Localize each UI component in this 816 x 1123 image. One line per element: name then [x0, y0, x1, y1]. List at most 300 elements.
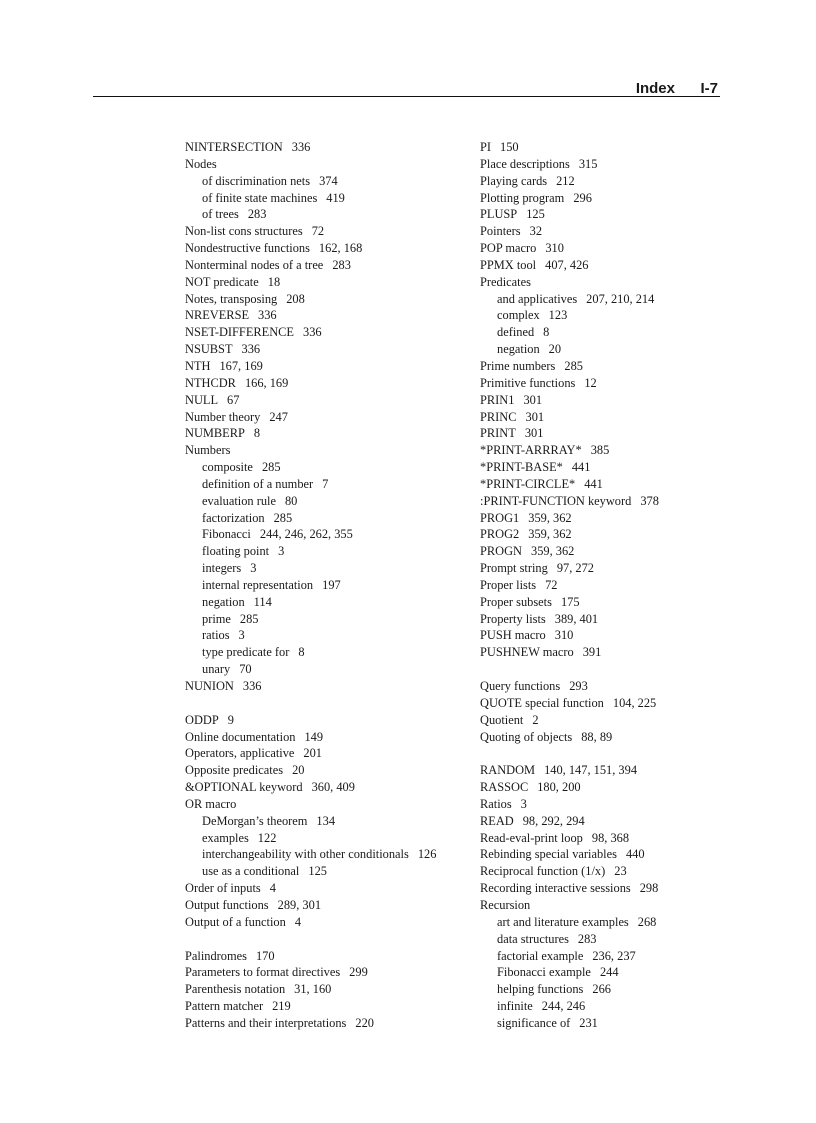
index-entry	[185, 139, 436, 156]
index-term: NSUBST	[185, 342, 233, 357]
index-entry	[185, 678, 436, 695]
index-page-refs: 149	[304, 729, 324, 744]
index-page-refs: 285	[261, 460, 281, 475]
index-term: Plotting program	[480, 190, 565, 205]
index-page-refs: 23	[614, 864, 627, 879]
index-term: Property lists	[480, 611, 546, 626]
index-page-refs: 378	[640, 493, 659, 508]
index-page-refs: 301	[525, 409, 545, 424]
index-entry	[480, 392, 659, 409]
index-term: *PRINT-ARRRAY*	[480, 443, 582, 458]
index-term: QUOTE special function	[480, 695, 604, 710]
index-page-refs: 70	[239, 662, 252, 677]
index-page-refs: 20	[292, 763, 305, 778]
index-entry	[185, 1015, 436, 1032]
index-entry	[185, 914, 436, 931]
index-term: infinite	[497, 999, 533, 1014]
index-subentry	[185, 594, 436, 611]
index-subentry	[185, 813, 436, 830]
index-term: Fibonacci	[202, 527, 251, 542]
index-page-refs: 283	[247, 207, 267, 222]
index-entry	[480, 813, 659, 830]
index-entry	[185, 729, 436, 746]
index-page-refs: 9	[227, 712, 234, 727]
index-term: RASSOC	[480, 780, 529, 795]
index-page-refs: 123	[548, 308, 568, 323]
index-entry	[185, 324, 436, 341]
index-spacer	[480, 745, 659, 762]
index-term: Order of inputs	[185, 881, 261, 896]
index-subentry	[480, 998, 659, 1015]
index-term: composite	[202, 460, 253, 475]
index-page-refs: 166, 169	[244, 375, 289, 390]
index-entry	[480, 880, 659, 897]
index-entry	[480, 190, 659, 207]
index-term: of trees	[202, 207, 239, 222]
running-header	[93, 78, 720, 98]
index-page-refs: 104, 225	[612, 695, 657, 710]
index-page-refs: 244, 246, 262, 355	[259, 527, 353, 542]
index-term: Operators, applicative	[185, 746, 295, 761]
index-term: NULL	[185, 392, 219, 407]
index-page-refs: 359, 362	[531, 544, 575, 559]
index-term: :PRINT-FUNCTION keyword	[480, 493, 632, 508]
index-term: Patterns and their interpretations	[185, 1015, 347, 1030]
index-subentry	[480, 1015, 659, 1032]
index-entry	[480, 493, 659, 510]
index-entry	[185, 240, 436, 257]
index-page-refs: 98, 292, 294	[522, 813, 585, 828]
index-entry	[480, 409, 659, 426]
index-entry	[185, 779, 436, 796]
index-term: Nondestructive functions	[185, 241, 310, 256]
index-term: of discrimination nets	[202, 173, 311, 188]
index-term: factorial example	[497, 948, 584, 963]
index-page-refs: 236, 237	[592, 948, 636, 963]
index-entry	[480, 594, 659, 611]
index-entry	[480, 695, 659, 712]
index-term: ratios	[202, 628, 230, 643]
index-page-refs: 389, 401	[554, 611, 599, 626]
index-term: Rebinding special variables	[480, 847, 617, 862]
index-page-refs: 266	[592, 982, 611, 997]
index-page-refs: 283	[577, 931, 597, 946]
index-term: internal representation	[202, 577, 314, 592]
index-page-refs: 440	[625, 847, 645, 862]
page-number: I-7	[700, 80, 718, 97]
index-page-refs: 441	[571, 460, 591, 475]
index-entry	[185, 392, 436, 409]
index-term: NINTERSECTION	[185, 140, 283, 154]
index-page-refs: 293	[569, 679, 588, 693]
index-page-refs: 8	[543, 325, 550, 340]
index-subentry	[185, 476, 436, 493]
index-entry	[185, 964, 436, 981]
index-entry	[185, 375, 436, 392]
index-term: helping functions	[497, 982, 584, 997]
index-page-refs: 391	[582, 645, 602, 660]
index-subentry	[185, 611, 436, 628]
index-page-refs: 140, 147, 151, 394	[544, 763, 638, 778]
index-entry	[480, 577, 659, 594]
index-page-refs: 441	[584, 476, 603, 491]
index-entry	[185, 948, 436, 965]
index-page-refs: 3	[278, 544, 285, 559]
index-term: Nonterminal nodes of a tree	[185, 257, 324, 272]
index-entry	[185, 425, 436, 442]
index-page-refs: 7	[322, 476, 329, 491]
index-term: prime	[202, 611, 231, 626]
index-page-refs: 301	[524, 426, 544, 441]
index-term: Output functions	[185, 897, 269, 912]
index-entry	[480, 762, 659, 779]
index-term: defined	[497, 325, 535, 340]
index-entry	[480, 627, 659, 644]
index-page-refs: 150	[500, 140, 519, 154]
index-term: PRIN1	[480, 392, 515, 407]
index-subentry	[480, 948, 659, 965]
index-term: Query functions	[480, 679, 561, 693]
index-subentry	[480, 931, 659, 948]
index-term: *PRINT-CIRCLE*	[480, 476, 576, 491]
index-term: Parenthesis notation	[185, 982, 286, 997]
index-page-refs: 299	[349, 965, 368, 980]
index-term: READ	[480, 813, 514, 828]
index-entry	[480, 678, 659, 695]
index-term: PPMX tool	[480, 257, 537, 272]
index-term: NUNION	[185, 679, 234, 693]
index-page-refs: 285	[564, 358, 583, 373]
index-term: Nodes	[185, 156, 217, 171]
index-subentry	[185, 526, 436, 543]
index-term: PI	[480, 140, 492, 154]
index-entry	[480, 240, 659, 257]
index-subentry	[185, 173, 436, 190]
index-term: Notes, transposing	[185, 291, 278, 306]
index-term: Prompt string	[480, 561, 548, 576]
index-entry	[185, 156, 436, 173]
index-page-refs: 197	[322, 577, 341, 592]
index-term: Output of a function	[185, 914, 286, 929]
index-term: &OPTIONAL keyword	[185, 780, 303, 795]
index-page-refs: 360, 409	[311, 780, 355, 795]
index-term: NOT predicate	[185, 274, 259, 289]
index-term: integers	[202, 561, 242, 576]
index-term: PUSHNEW macro	[480, 645, 574, 660]
index-entry	[480, 796, 659, 813]
index-term: Primitive functions	[480, 375, 576, 390]
index-page-refs: 162, 168	[318, 241, 363, 256]
index-page-refs: 336	[258, 308, 277, 323]
index-term: floating point	[202, 544, 270, 559]
index-term: PUSH macro	[480, 628, 546, 643]
index-term: OR macro	[185, 796, 237, 811]
index-column-left	[185, 139, 436, 1032]
index-term: Recording interactive sessions	[480, 881, 631, 896]
index-entry	[185, 257, 436, 274]
index-page-refs: 219	[272, 999, 291, 1014]
index-page-refs: 114	[253, 594, 272, 609]
index-term: DeMorgan’s theorem	[202, 813, 308, 828]
index-term: PROGN	[480, 544, 522, 559]
index-entry	[480, 510, 659, 527]
index-page-refs: 4	[294, 914, 302, 929]
index-entry	[185, 762, 436, 779]
index-subentry	[185, 830, 436, 847]
index-page-refs: 247	[269, 409, 288, 424]
index-term: definition of a number	[202, 476, 314, 491]
index-entry	[480, 442, 659, 459]
index-term: ODDP	[185, 712, 219, 727]
index-term: Playing cards	[480, 173, 548, 188]
index-subentry	[480, 981, 659, 998]
index-term: PROG2	[480, 527, 520, 542]
index-entry	[480, 173, 659, 190]
index-subentry	[185, 459, 436, 476]
index-subentry	[185, 627, 436, 644]
index-spacer	[185, 931, 436, 948]
index-page-refs: 167, 169	[219, 358, 263, 373]
index-page-refs: 407, 426	[545, 257, 589, 272]
index-entry	[185, 291, 436, 308]
index-page-refs: 285	[239, 611, 259, 626]
index-term: factorization	[202, 510, 265, 525]
index-term: Pattern matcher	[185, 999, 264, 1014]
index-entry	[185, 712, 436, 729]
index-page-refs: 67	[227, 392, 240, 407]
index-term: evaluation rule	[202, 493, 276, 508]
index-entry	[480, 830, 659, 847]
index-page-refs: 126	[417, 847, 437, 862]
index-term: Quoting of objects	[480, 729, 573, 744]
index-entry	[185, 358, 436, 375]
index-entry	[185, 796, 436, 813]
header-rule	[93, 96, 720, 97]
index-entry	[480, 223, 659, 240]
index-term: Prime numbers	[480, 358, 556, 373]
index-page-refs: 301	[523, 392, 543, 407]
index-page-refs: 220	[355, 1015, 374, 1030]
index-term: Proper lists	[480, 577, 537, 592]
index-term: Parameters to format directives	[185, 965, 341, 980]
index-subentry	[480, 964, 659, 981]
index-term: and applicatives	[497, 291, 578, 306]
index-page-refs: 374	[319, 173, 338, 188]
index-entry	[185, 442, 436, 459]
index-term: Opposite predicates	[185, 763, 284, 778]
index-entry	[480, 846, 659, 863]
index-page-refs: 88, 89	[581, 729, 613, 744]
index-page-refs: 315	[578, 156, 598, 171]
index-subentry	[185, 863, 436, 880]
index-page-refs: 12	[584, 375, 597, 390]
index-page-refs: 3	[238, 628, 245, 643]
index-term: examples	[202, 830, 249, 845]
index-page-refs: 3	[520, 796, 527, 811]
index-page-refs: 359, 362	[528, 510, 572, 525]
index-entry	[480, 543, 659, 560]
index-subentry	[185, 644, 436, 661]
index-term: significance of	[497, 1015, 571, 1030]
index-entry	[480, 139, 659, 156]
index-subentry	[185, 577, 436, 594]
index-page-refs: 336	[242, 679, 262, 693]
index-term: Non-list cons structures	[185, 224, 303, 239]
index-term: NUMBERP	[185, 426, 245, 441]
index-page-refs: 231	[579, 1015, 598, 1030]
index-page-refs: 244, 246	[541, 999, 586, 1014]
index-page-refs: 8	[298, 645, 305, 660]
index-term: Fibonacci example	[497, 965, 591, 980]
index-entry	[480, 206, 659, 223]
index-entry	[185, 409, 436, 426]
index-term: Place descriptions	[480, 156, 570, 171]
index-page-refs: 310	[554, 628, 574, 643]
index-page-refs: 285	[273, 510, 293, 525]
index-page-refs: 419	[326, 190, 345, 205]
index-spacer	[185, 695, 436, 712]
index-term: NTHCDR	[185, 375, 236, 390]
index-subentry	[480, 341, 659, 358]
index-page-refs: 212	[556, 173, 575, 188]
index-entry	[185, 274, 436, 291]
index-page-refs: 18	[267, 274, 281, 289]
index-page-refs: 170	[255, 948, 275, 963]
index-page-refs: 298	[639, 881, 659, 896]
index-page-refs: 97, 272	[556, 561, 594, 576]
index-page-refs: 359, 362	[528, 527, 572, 542]
index-page-refs: 283	[332, 257, 351, 272]
index-entry	[480, 779, 659, 796]
index-page-refs: 201	[303, 746, 322, 761]
index-page-refs: 244	[599, 965, 619, 980]
index-term: Reciprocal function (1/x)	[480, 864, 606, 879]
index-page-refs: 125	[308, 864, 327, 879]
section-title: Index	[635, 80, 675, 97]
index-entry	[480, 156, 659, 173]
index-entry	[480, 375, 659, 392]
index-subentry	[480, 307, 659, 324]
index-term: PLUSP	[480, 207, 518, 222]
index-entry	[480, 863, 659, 880]
index-entry	[185, 307, 436, 324]
index-entry	[480, 729, 659, 746]
index-term: *PRINT-BASE*	[480, 460, 563, 475]
index-term: of finite state machines	[202, 190, 318, 205]
index-term: Read-eval-print loop	[480, 830, 583, 845]
index-entry	[185, 341, 436, 358]
index-page-refs: 134	[316, 813, 336, 828]
index-entry	[185, 897, 436, 914]
index-page-refs: 336	[241, 342, 261, 357]
index-term: NREVERSE	[185, 308, 250, 323]
index-page-refs: 80	[284, 493, 298, 508]
index-subentry	[480, 914, 659, 931]
index-page-refs: 3	[250, 561, 257, 576]
index-term: Number theory	[185, 409, 261, 424]
index-term: Numbers	[185, 443, 231, 458]
index-page-refs: 310	[545, 241, 564, 256]
index-page-refs: 8	[253, 426, 261, 441]
index-entry	[480, 644, 659, 661]
index-entry	[185, 998, 436, 1015]
index-page-refs: 125	[526, 207, 545, 222]
index-term: NSET-DIFFERENCE	[185, 325, 295, 340]
index-entry	[185, 745, 436, 762]
index-page-refs: 31, 160	[294, 982, 332, 997]
index-term: PRINT	[480, 426, 516, 441]
index-page-refs: 207, 210, 214	[586, 291, 655, 306]
index-entry	[185, 223, 436, 240]
index-term: art and literature examples	[497, 914, 629, 929]
index-page-refs: 98, 368	[591, 830, 630, 845]
index-subentry	[480, 291, 659, 308]
index-page-refs: 20	[548, 342, 562, 357]
index-subentry	[185, 846, 436, 863]
index-subentry	[185, 560, 436, 577]
index-subentry	[480, 324, 659, 341]
index-entry	[480, 611, 659, 628]
index-page-refs: 180, 200	[537, 780, 581, 795]
index-term: Palindromes	[185, 948, 247, 963]
index-page-refs: 208	[286, 291, 305, 306]
index-entry	[480, 712, 659, 729]
index-entry	[480, 425, 659, 442]
index-entry	[480, 358, 659, 375]
index-term: negation	[497, 342, 540, 357]
index-entry	[480, 274, 659, 291]
index-term: Quotient	[480, 712, 524, 727]
index-page-refs: 4	[269, 881, 276, 896]
index-page-refs: 289, 301	[277, 897, 322, 912]
index-subentry	[185, 493, 436, 510]
index-term: unary	[202, 662, 231, 677]
index-term: PRINC	[480, 409, 517, 424]
index-term: use as a conditional	[202, 864, 300, 879]
index-entry	[480, 897, 659, 914]
index-term: Predicates	[480, 274, 531, 289]
index-term: negation	[202, 594, 245, 609]
index-subentry	[185, 206, 436, 223]
index-entry	[185, 981, 436, 998]
index-entry	[480, 560, 659, 577]
index-term: Online documentation	[185, 729, 296, 744]
index-subentry	[185, 543, 436, 560]
index-subentry	[185, 661, 436, 678]
index-page-refs: 385	[590, 443, 610, 458]
index-page-refs: 175	[560, 594, 580, 609]
index-term: POP macro	[480, 241, 537, 256]
index-page-refs: 32	[529, 224, 543, 239]
index-term: Pointers	[480, 224, 521, 239]
index-term: Recursion	[480, 897, 531, 912]
index-term: Proper subsets	[480, 594, 552, 609]
index-page-refs: 296	[573, 190, 592, 205]
index-entry	[480, 257, 659, 274]
index-subentry	[185, 190, 436, 207]
index-column-right	[480, 139, 659, 1032]
index-term: PROG1	[480, 510, 520, 525]
index-page-refs: 2	[532, 712, 539, 727]
index-page-refs: 336	[303, 325, 322, 340]
index-term: NTH	[185, 358, 211, 373]
index-page-refs: 336	[291, 140, 311, 154]
index-page-refs: 122	[257, 830, 277, 845]
index-term: complex	[497, 308, 540, 323]
index-page-refs: 72	[545, 577, 558, 592]
index-term: data structures	[497, 931, 569, 946]
index-entry	[185, 880, 436, 897]
